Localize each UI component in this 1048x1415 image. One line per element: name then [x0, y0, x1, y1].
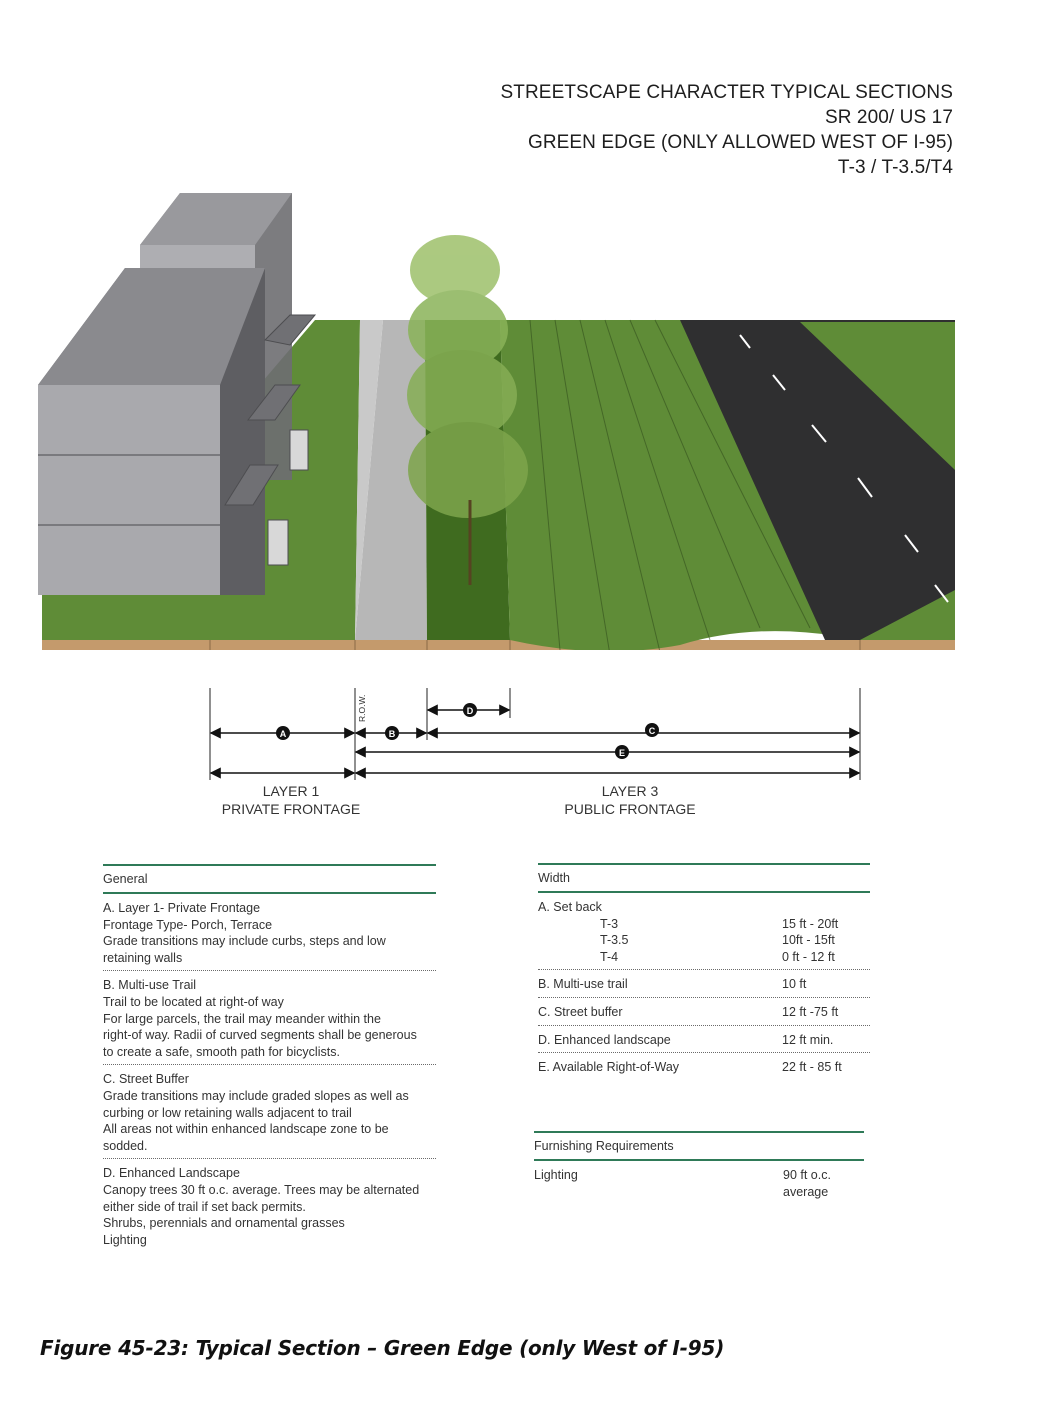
general-a-line: Grade transitions may include curbs, steps and low: [103, 934, 386, 949]
width-row: [538, 976, 870, 993]
general-d-line: D. Enhanced Landscape: [103, 1166, 240, 1181]
width-row-value: 22 ft - 85 ft: [782, 1060, 842, 1075]
furnishing-value: 90 ft o.c. average: [783, 1168, 831, 1199]
setback-t35-value: 10ft - 15ft: [782, 933, 835, 948]
marker-a: A: [279, 729, 287, 739]
soil-layer: [42, 640, 955, 650]
general-a-line: retaining walls: [103, 950, 183, 965]
marker-d: D: [466, 706, 474, 716]
streetscape-section-diagram: [0, 180, 1048, 650]
width-header: Width: [538, 871, 570, 885]
layer3-label: [540, 782, 720, 818]
building-front: [38, 268, 265, 595]
furnishing-label: Lighting: [534, 1168, 578, 1182]
title-block: [501, 80, 954, 180]
setback-t4-label: T-4: [600, 949, 619, 964]
width-row: [538, 1059, 870, 1076]
setback-t3-value: 15 ft - 20ft: [782, 916, 839, 931]
general-header: General: [103, 872, 148, 886]
dimension-lines: [0, 685, 1048, 785]
general-c-line: Grade transitions may include graded slopes as well as: [103, 1088, 409, 1103]
general-b-line: B. Multi-use Trail: [103, 978, 197, 993]
general-c-line: curbing or low retaining walls adjacent to trail: [103, 1105, 352, 1120]
general-c-line: All areas not within enhanced landscape zone to be: [103, 1122, 389, 1137]
general-d-line: Lighting: [103, 1232, 147, 1247]
width-row-value: 12 ft -75 ft: [782, 1004, 839, 1019]
furnishing-table: [534, 1131, 879, 1204]
general-b-line: right-of way. Radii of curved segments shall be generous: [103, 1028, 417, 1043]
layer1-label: [200, 782, 382, 818]
general-b-line: Trail to be located at right-of way: [103, 994, 284, 1009]
width-row: [538, 1032, 870, 1049]
width-table: [538, 863, 870, 1080]
marker-b: B: [388, 729, 396, 739]
width-row-label: E. Available Right-of-Way: [538, 1060, 680, 1075]
general-b-line: to create a safe, smooth path for bicyclists.: [103, 1044, 340, 1059]
setback-t4-value: 0 ft - 12 ft: [782, 949, 835, 964]
width-row-label: B. Multi-use trail: [538, 977, 628, 992]
furnishing-header: Furnishing Requirements: [534, 1139, 674, 1153]
general-b: [103, 971, 436, 1064]
setback-label: A. Set back: [538, 900, 602, 914]
general-c-line: sodded.: [103, 1138, 148, 1153]
title-line-4: T-3 / T-3.5/T4: [837, 157, 953, 178]
general-a-line: Frontage Type- Porch, Terrace: [103, 917, 273, 932]
general-a-line: A. Layer 1- Private Frontage: [103, 901, 261, 915]
layer1-line1: LAYER 1: [262, 783, 320, 799]
furnishing-row: [534, 1167, 879, 1200]
general-b-line: For large parcels, the trail may meander within the: [103, 1011, 381, 1026]
layer1-line2: PRIVATE FRONTAGE: [221, 801, 361, 817]
layer3-line1: LAYER 3: [601, 783, 659, 799]
marker-c: C: [648, 726, 656, 736]
setback-t35-label: T-3.5: [600, 933, 629, 948]
layer3-line2: PUBLIC FRONTAGE: [564, 801, 696, 817]
general-d: [103, 1159, 436, 1252]
title-line-2: SR 200/ US 17: [824, 107, 953, 128]
marker-e: E: [618, 748, 626, 758]
general-d-line: Canopy trees 30 ft o.c. average. Trees may be alternated: [103, 1182, 420, 1197]
title-line-3: GREEN EDGE (ONLY ALLOWED WEST OF I-95): [527, 132, 953, 153]
width-row: [538, 1004, 870, 1021]
general-a: [103, 894, 436, 970]
width-setback: [538, 893, 870, 969]
setback-t3-label: T-3: [600, 916, 619, 931]
width-row-value: 10 ft: [782, 977, 807, 992]
title-line-1: STREETSCAPE CHARACTER TYPICAL SECTIONS: [500, 82, 953, 103]
general-c-line: C. Street Buffer: [103, 1072, 189, 1087]
general-c: [103, 1065, 436, 1158]
general-d-line: either side of trail if set back permits.: [103, 1199, 306, 1214]
general-d-line: Shrubs, perennials and ornamental grasses: [103, 1216, 345, 1231]
width-row-label: D. Enhanced landscape: [538, 1032, 671, 1047]
width-row-label: C. Street buffer: [538, 1004, 623, 1019]
general-table: [103, 864, 436, 1252]
width-row-value: 12 ft min.: [782, 1032, 834, 1047]
row-label: R.O.W.: [357, 694, 367, 722]
figure-caption: Figure 45-23: Typical Section – Green Edge (only West of I-95): [40, 1336, 725, 1360]
